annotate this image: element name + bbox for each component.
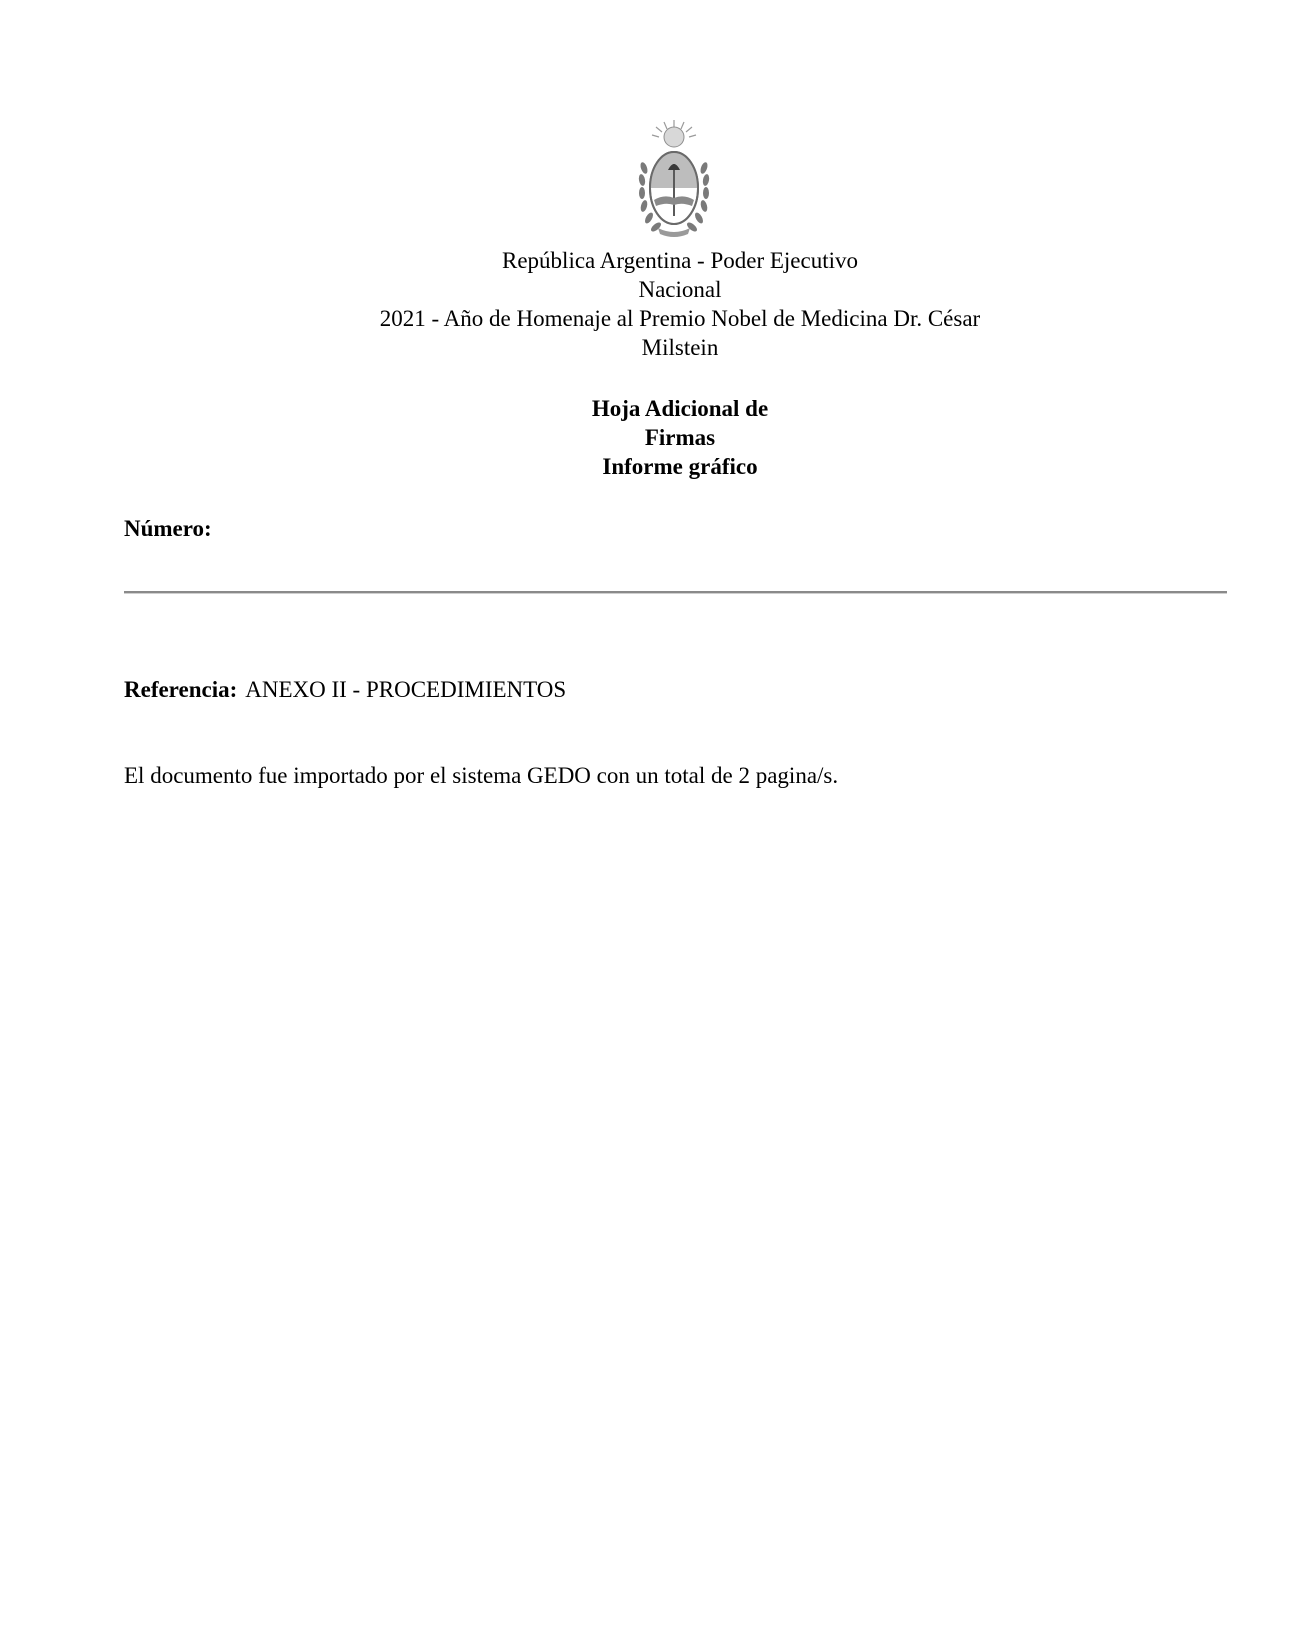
header-institution (330, 246, 1030, 362)
title-line-3: Informe gráfico (602, 454, 758, 479)
header-line-4: Milstein (641, 335, 719, 360)
document-title (480, 394, 880, 481)
coat-of-arms-icon (634, 118, 714, 246)
referencia-value: ANEXO II - PROCEDIMIENTOS (245, 677, 567, 702)
divider (124, 591, 1227, 594)
header-line-2: Nacional (638, 277, 722, 302)
title-line-1: Hoja Adicional de (591, 396, 769, 421)
numero-label: Número: (124, 516, 212, 541)
referencia-label: Referencia: (124, 677, 238, 702)
referencia-row (124, 677, 566, 703)
body-paragraph: El documento fue importado por el sistema GEDO con un total de 2 pagina/s. (124, 763, 839, 788)
title-line-2: Firmas (644, 425, 716, 450)
header-line-3: 2021 - Año de Homenaje al Premio Nobel de Medicina Dr. César (379, 306, 981, 331)
header-line-1: República Argentina - Poder Ejecutivo (502, 248, 858, 273)
